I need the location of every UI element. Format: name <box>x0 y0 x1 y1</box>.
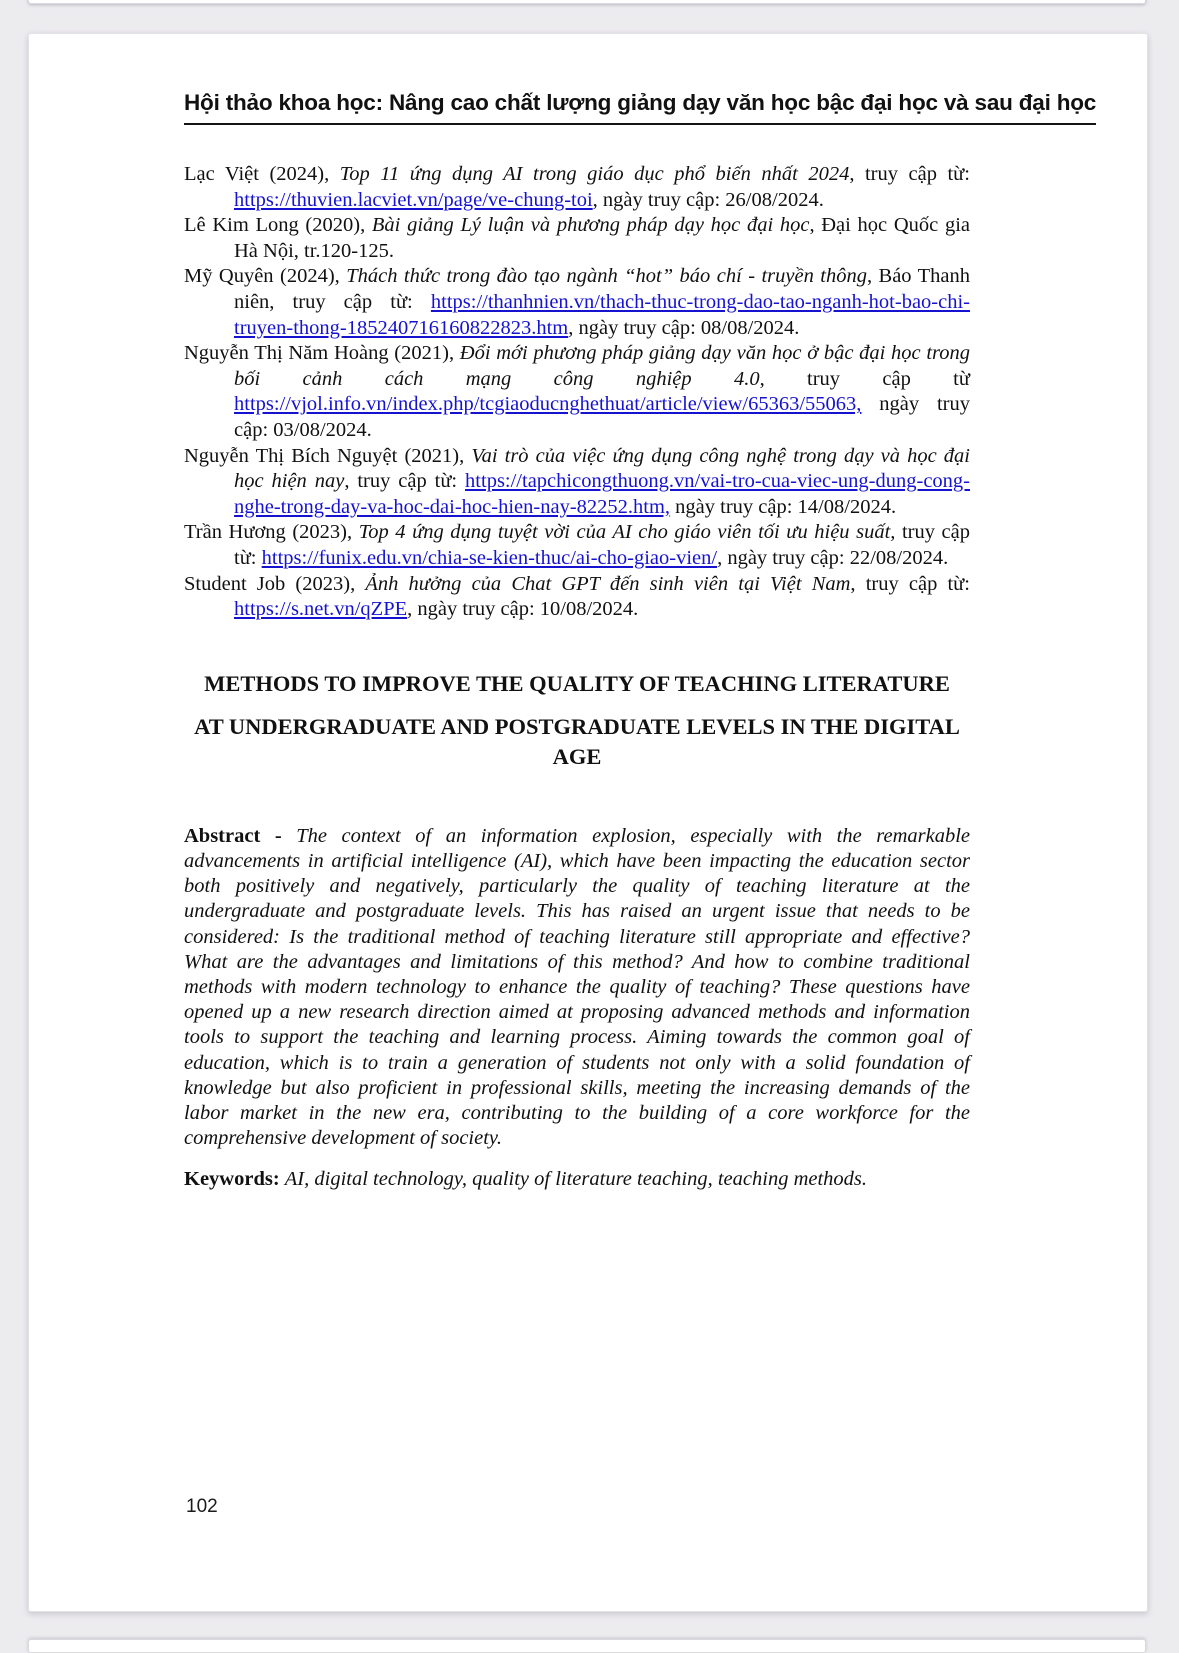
reference-link[interactable]: https://tapchicongthuong.vn/vai-tro-cua-viec-ung-dung-cong-nghe-trong-day-va-hoc-dai-hoc-hien-nay-82252.htm, <box>234 470 970 518</box>
abstract-paragraph <box>184 824 970 1152</box>
reference-text: , ngày truy cập: 10/08/2024. <box>407 598 639 621</box>
keywords-label: Keywords: <box>184 1168 285 1191</box>
reference-text: Top 11 ứng dụng AI trong giáo dục phổ biến nhất 2024 <box>339 163 850 185</box>
article-title <box>184 669 970 772</box>
reference-text: ngày truy cập: 14/08/2024. <box>670 495 897 518</box>
reference-link[interactable]: https://thuvien.lacviet.vn/page/ve-chung-toi <box>234 188 593 211</box>
reference-link[interactable]: https://vjol.info.vn/index.php/tcgiaoducnghethuat/article/view/65363/55063, <box>234 393 862 416</box>
reference-text: , truy cập từ: <box>344 470 466 493</box>
reference-item <box>184 264 970 341</box>
reference-item <box>184 444 970 521</box>
reference-text: Đổi mới phương pháp giảng dạy văn học ở bậc đại học trong bối cảnh cách mạng công nghiệp 4.0 <box>234 342 971 390</box>
reference-item <box>184 572 970 623</box>
reference-item <box>184 341 970 443</box>
reference-text: , ngày truy cập: 08/08/2024. <box>568 316 800 339</box>
reference-text: truy cập từ: <box>234 521 970 569</box>
abstract-text: The context of an information explosion, especially with the remarkable advancements in artificial intelligence (AI), which have been impacting the education sector both positively and negatively, particularly the quality of teaching literature at the undergraduate and postgraduate levels. This has raised an urgent issue that needs to be considered: Is the traditional method of teaching literature still appropriate and effective? What are the advantages and limitations of this method? And how to combine traditional methods with modern technology to enhance the quality of teaching? These questions have opened up a new research direction aimed at proposing advanced methods and information tools to support the teaching and learning process. Aiming towards the common goal of education, which is to train a generation of students not only with a solid foundation of knowledge but also proficient in professional skills, meeting the increasing demands of the labor market in the new era, contributing to the building of a core workforce for the comprehensive development of society. <box>184 824 970 1150</box>
reference-item <box>184 213 970 264</box>
reference-text: , Đại học Quốc gia Hà Nội, tr.120-125. <box>234 214 970 262</box>
reference-text: Thách thức trong đào tạo ngành “hot” báo chí - truyền thông <box>346 265 867 288</box>
previous-page-edge <box>28 0 1146 4</box>
article-title-line2: AT UNDERGRADUATE AND POSTGRADUATE LEVELS IN THE DIGITAL AGE <box>194 713 960 769</box>
reference-text: Student Job (2023), <box>184 572 366 595</box>
reference-link[interactable]: https://thanhnien.vn/thach-thuc-trong-dao-tao-nganh-hot-bao-chi-truyen-thong-185240716160822823.htm <box>234 290 970 339</box>
keywords-text: AI, digital technology, quality of literature teaching, teaching methods. <box>284 1168 868 1191</box>
reference-text: , truy cập từ: <box>849 163 970 185</box>
page-content <box>184 90 1097 1193</box>
reference-text: Top 4 ứng dụng tuyệt vời của AI cho giáo viên tối ưu hiệu suất, <box>358 521 896 544</box>
reference-text: Ảnh hưởng của Chat GPT đến sinh viên tại Việt Nam <box>365 572 851 595</box>
reference-link[interactable]: https://s.net.vn/qZPE <box>234 598 408 621</box>
reference-text: Nguyễn Thị Bích Nguyệt (2021), <box>184 444 472 467</box>
reference-text: Trần Hương (2023), <box>184 521 359 544</box>
document-page <box>28 33 1148 1612</box>
reference-text: Mỹ Quyên (2024), <box>184 265 347 288</box>
running-header-text: Hội thảo khoa học: Nâng cao chất lượng giảng dạy văn học bậc đại học và sau đại học <box>184 90 1096 125</box>
reference-item <box>184 520 970 571</box>
references-list <box>184 162 970 623</box>
reference-text: , Báo Thanh niên, truy cập từ: <box>234 265 970 313</box>
reference-item <box>184 162 970 213</box>
article-title-line1: METHODS TO IMPROVE THE QUALITY OF TEACHING LITERATURE <box>204 670 950 696</box>
abstract-label: Abstract - <box>184 824 297 847</box>
reference-text: Bài giảng Lý luận và phương pháp dạy học đại học <box>371 214 810 237</box>
reference-text: Vai trò của việc ứng dụng công nghệ trong dạy và học đại học hiện nay <box>234 444 970 493</box>
reference-text: Lê Kim Long (2020), <box>184 214 372 237</box>
reference-text: , ngày truy cập: 22/08/2024. <box>717 546 949 569</box>
next-page-edge <box>28 1639 1146 1653</box>
reference-text: ngày truy cập: 03/08/2024. <box>234 393 970 441</box>
page-number: 102 <box>186 1496 218 1517</box>
reference-text: , truy cập từ <box>759 367 970 390</box>
reference-text: Lạc Việt (2024), <box>184 163 340 185</box>
reference-text: , truy cập từ: <box>850 572 970 595</box>
reference-text: , ngày truy cập: 26/08/2024. <box>592 188 824 211</box>
reference-link[interactable]: https://funix.edu.vn/chia-se-kien-thuc/ai-cho-giao-vien/ <box>261 546 718 569</box>
reference-text: Nguyễn Thị Năm Hoàng (2021), <box>184 342 460 365</box>
running-header <box>184 90 1097 125</box>
keywords-paragraph <box>184 1167 970 1192</box>
